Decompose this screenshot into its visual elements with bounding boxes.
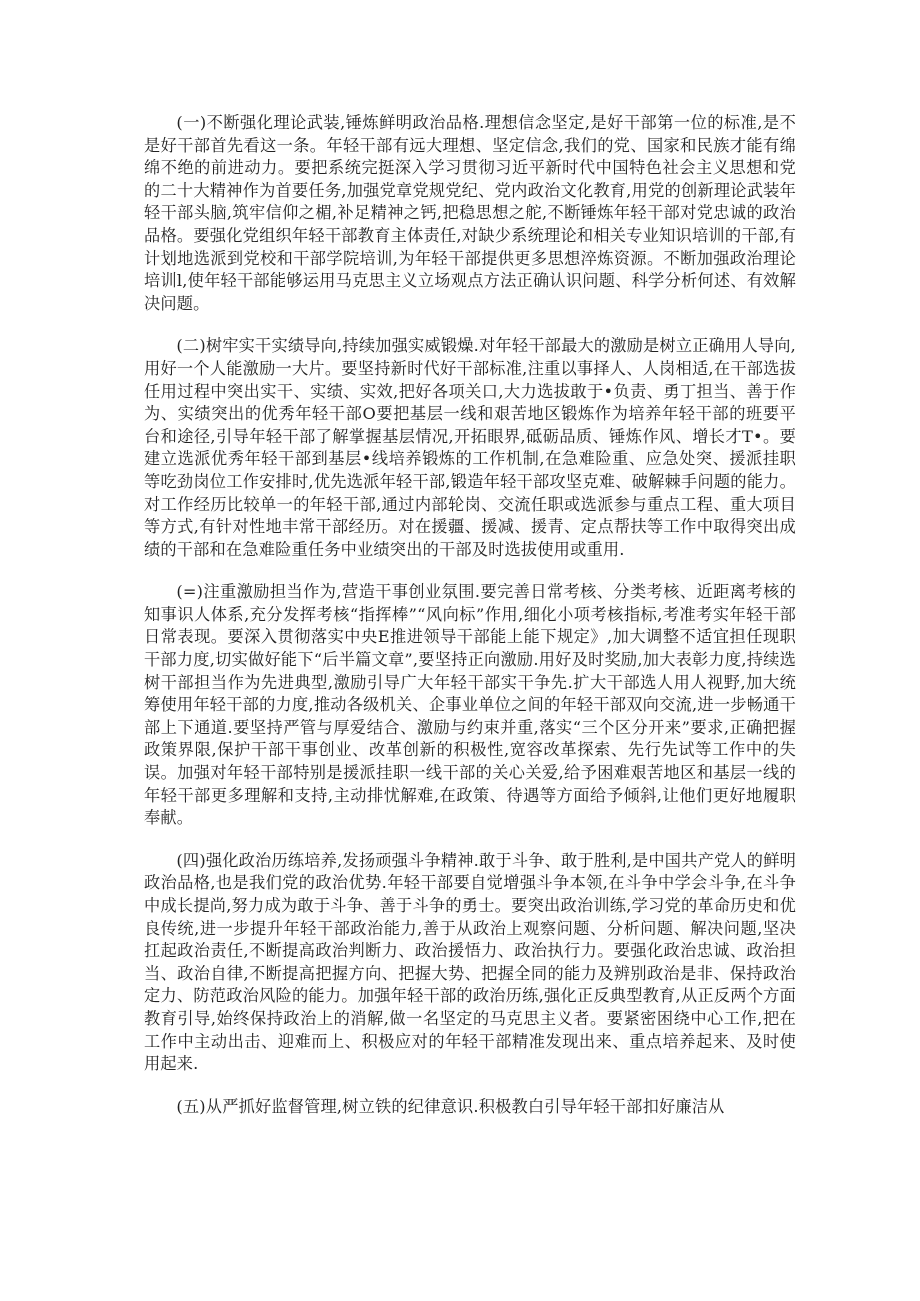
paragraph-section-4: (四)强化政治历练培养,发扬顽强斗争精神.敢于斗争、敢于胜利,是中国共产党人的鲜明政治品格,也是我们党的政治优势.年轻干部要自觉增强斗争本领,在斗争中学会斗争,在斗争中成长提尚,努力成为敢于斗争、善于斗争的勇士。要突出政治训练,学习党的革命历史和优良传统,进一步提升年轻干部政治能力,善于从政治上观察问题、分析问题、解决问题,坚决扛起政治责任,不断提高政治判断力、政治援悟力、政治执行力。要强化政治忠诚、政治担当、政治自律,不断提高把握方向、把握大势、把握全同的能力及辨别政治是非、保持政治定力、防范政治风险的能力。加强年轻干部的政治历练,强化正反典型教育,从正反两个方面教育引导,始终保持政治上的消解,做一名坚定的马克思主义者。要紧密困绕中心工作,把在工作中主动出击、迎难而上、积极应对的年轻干部精准发现出来、重点培养起来、及时使用起来. <box>144 850 796 1074</box>
document-body <box>144 112 796 1138</box>
paragraph-section-3: (=)注重激励担当作为,营造干事创业氛围.要完善日常考核、分类考核、近距离考核的知事识人体系,充分发挥考核“指挥棒”“风向标”作用,细化小项考核指标,考准考实年轻干部日常表现。要深入贯彻落实中央E推进领导干部能上能下规定》,加大调整不适宜担任现职干部力度,切实做好能下“后半篇文章”,要坚持正向激励.用好及时奖励,加大表彰力度,持续选树干部担当作为先进典型,激励引导广大年轻干部实干争先.扩大干部选人用人视野,加大统筹使用年轻干部的力度,推动各级机关、企事业单位之间的年轻干部双向交流,进一步畅通干部上下通道.要坚持严管与厚爱结合、激励与约束并重,落实“三个区分开来”要求,正确把握政策界限,保护干部干事创业、改革创新的积极性,宽容改革探索、先行先试等工作中的失误。加强对年轻干部特别是援派挂职一线干部的关心关爱,给予困难艰苦地区和基层一线的年轻干部更多理解和支持,主动排忧解难,在政策、待遇等方面给予倾斜,让他们更好地履职奉献。 <box>144 582 796 828</box>
paragraph-section-5: (五)从严抓好监督管理,树立铁的纪律意识.积极教白引导年轻干部扣好廉洁从 <box>176 1096 725 1116</box>
paragraph-section-1: (一)不断强化理论武装,锤炼鲜明政治品格.理想信念坚定,是好干部第一位的标准,是不是好干部首先看这一条。年轻干部有远大理想、坚定信念,我们的党、国家和民族才能有绵绵不绝的前进动力。要把系统完挺深入学习贯彻习近平新时代中国特色社会主义思想和党的二十大精神作为首要任务,加强党章党规党纪、党内政治文化教育,用党的创新理论武装年轻干部头脑,筑牢信仰之楣,补足精神之钙,把稳思想之舵,不断锤炼年轻干部对党忠诚的政治品格。要强化党组织年轻干部教育主体责任,对缺少系统理论和相关专业知识培训的干部,有计划地选派到党校和干部学院培训,为年轻干部提供更多思想淬炼资源。不断加强政治理论培训l,使年轻干部能够运用马克思主义立场观点方法正确认识问题、科学分析何述、有效解决问题。 <box>144 113 796 313</box>
paragraph-section-2: (二)树牢实干实绩导向,持续加强实威锻燥.对年轻干部最大的激励是树立正确用人导向,用好一个人能激励一大片。要坚持新时代好干部标准,注重以事择人、人岗相适,在干部选拔任用过程中突出实干、实绩、实效,把好各项关口,大力选拔敢于•负责、勇丁担当、善于作为、实绩突出的优秀年轻干部O要把基层一线和艰苦地区锻炼作为培养年轻干部的班要平台和途径,引导年轻干部了解掌握基层情况,开拓眼界,砥砺品质、锤炼作风、增长才T•。要建立选派优秀年轻干部到基层•线培养锻炼的工作机制,在急难险重、应急处突、援派挂职等吃劲岗位工作安排时,优先选派年轻干部,锻造年轻干部攻坚克难、破解棘手问题的能力。对工作经历比较单一的年轻干部,通过内部轮岗、交流任职或选派参与重点工程、重大项目等方式,有针对性地丰常干部经历。对在援疆、援减、援青、定点帮扶等工作中取得突出成绩的干部和在急难险重任务中业绩突出的干部及时选拔使用或重用. <box>144 336 796 559</box>
